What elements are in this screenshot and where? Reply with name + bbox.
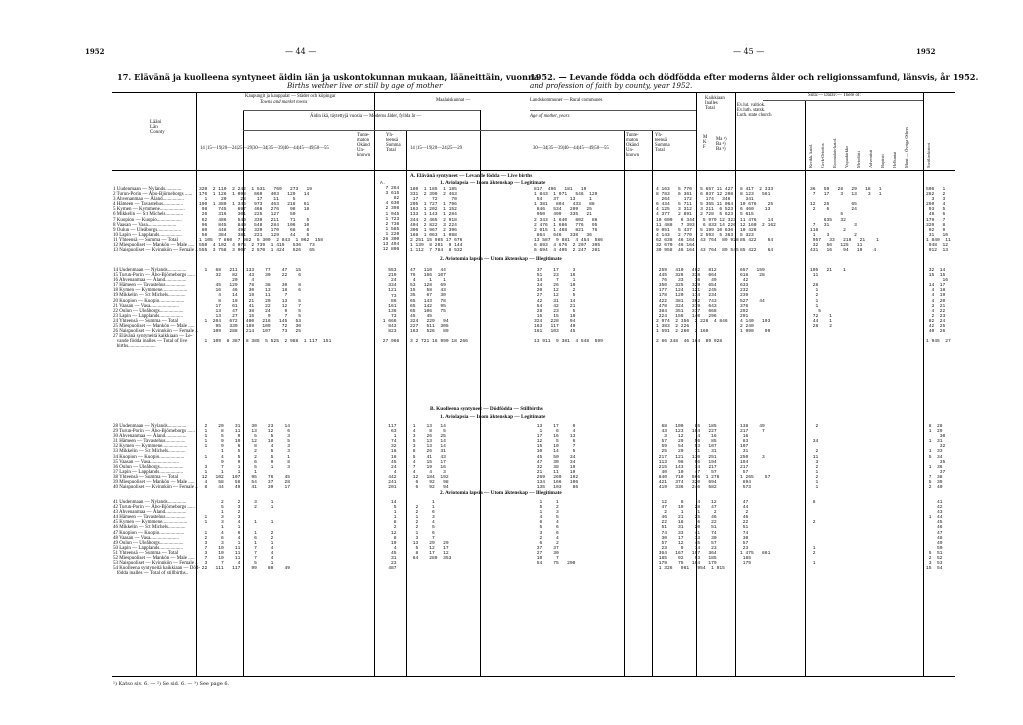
state-church-block-3: 138 49 217 7 16 83 107 31 250 3 194 217 57 1 265 57 694 573 — [740, 424, 771, 491]
towns-totals-3: 117 63 1 74 32 16 18 45 24 4 442 241 201 — [388, 424, 397, 491]
rural-block-3: 1 13 14 4 8 5 3 26 25 5 13 14 3 13 14 8 26 31 5 41 43 4 15 17 7 19 16 4 4 3 12 184 192 6 92 98 6 92 94 — [412, 424, 449, 491]
header-age-groups-rural: 14 |15—19|20—24|25—29 — [410, 146, 463, 151]
towns-block-4: 2 2 3 1 5 3 2 1 1 2 1 3 3 1 3 4 1 1 1 1 1 4 6 1 2 2 6 4 6 2 3 3 1 1 1 7 10 11 7 4 3 10 11 7 4 7 10 11 7 4 3 7 4 5 1 22 111 117 99 80 49 — [201, 500, 290, 572]
towns-block-3: 2 20 31 30 23 14 1 8 11 13 12 6 1 5 9 5 5 3 1 9 10 12 10 5 1 9 6 8 4 3 1 5 2 5 3 1 4 5 2 5 1 9 9 6 9 8 3 7 1 5 1 3 1 1 1 1 12 102 107 95 76 45 4 58 58 54 37 28 8 44 49 41 39 17 — [201, 424, 290, 491]
header-towns-en: Towns and market towns — [260, 100, 308, 105]
header-age-en: Age of mother, years — [530, 114, 570, 119]
state-church-block-2: 657 159 618 28 42 633 232 239 527 44 376 292 291 4 140 193 2 240 1 990 99 — [740, 268, 771, 335]
header-sex: M K F — [703, 135, 708, 150]
all-areas-block-1: 4 163 5 770 5 657 11 427 8 783 6 361 6 037 12 208 264 172 174 346 6 434 5 711 5 355 11 064 4 125 3 312 3 211 6 523 4 377 2 891 2 728 5 623 10 600 6 344 5 979 12 323 11 488 7 393 6 833 14 226 9 051 5 437 5 199 10 636 4 143 2 770 2 593 5 363 62 638 46 164 43 764 89 928 32 670 46 164 30 958 46 164 43 764 89 545 — [656, 187, 739, 254]
section-a-heading: A. Elävänä syntyneet — Levande födda — Live births — [410, 173, 533, 179]
divider — [480, 110, 481, 676]
header-religion-1: Kreikk. katol. — [808, 143, 813, 168]
rural-block-2: 47 110 44 76 166 107 4 1 1 53 128 69 15 58 43 35 67 30 65 143 78 65 142 95 65 106 75 45 45 324 229 94 227 511 305 163 526 89 3 2 721 16 990 18 266 — [410, 268, 468, 345]
section-b1-heading: 1. Aviolapsia — Inom äktenskap — Legitimate — [440, 414, 546, 420]
header-religion-5: Metodisti — [856, 151, 861, 168]
header-rural-sv: Landskommuner — Rural communes — [530, 98, 603, 103]
towns-totals-1: A. 7 264 3 615 82 4 630 2 398 1 045 1 723 2 738 1 585 1 220 26 300 13 494 12 806 — [380, 181, 400, 253]
section-a2-heading: 2. Aviotomia lapsia — Utom äktenskap — Illegitimate — [440, 256, 562, 262]
header-religion-9: Muut — Övriga Others — [904, 126, 909, 168]
subheader-rule — [243, 130, 696, 131]
rural-block-4: 1 2 1 2 6 1 3 2 4 2 5 1 6 3 7 13 29 29 5 12 17 8 17 12 64 289 353 — [412, 500, 452, 562]
header-age: Äidin ikä, täytettyjä vuosia — Moderns ålder, fyllda år — — [310, 114, 422, 119]
table-header-rule — [112, 170, 955, 171]
religion-block-4: 8 2 1 2 1 — [812, 500, 816, 567]
state-church-block-1: 8 417 2 333 8 123 561 341 10 676 25 6 460 13 5 615 11 476 14 12 160 2 162 10 426 5 323 85 422 64 85 422 64 — [740, 187, 776, 254]
divider — [735, 92, 736, 676]
header-religion-8: Helluntai — [892, 151, 897, 168]
header-all-areas: Kaikkiaan Inalles Total — [705, 96, 725, 111]
civil-register-block-2: 32 14 15 15 16 14 17 4 18 4 19 4 20 3 21 4 22 2 23 82 24 42 25 40 26 1 945 27 — [926, 268, 951, 345]
towns-totals-2: 553 219 24 334 121 73 86 161 136 73 1 666 843 823 27 966 — [382, 268, 400, 345]
table-bottom-rule — [112, 676, 955, 677]
header-religion-2: Grek-Ortodox — [820, 143, 825, 168]
header-notes: Ma ¹) Ba ²) Ba ³) — [716, 137, 727, 152]
towns-totals-4: 14 5 1 1 8 2 12 8 19 4 45 31 23 487 — [388, 500, 397, 572]
header-unknown: Tunte- maton Okänd Un- known — [357, 133, 371, 158]
table-subtitle-right: and profession of faith by county, year 1952. — [530, 81, 693, 90]
all-areas-block-2: 259 410 402 812 445 326 338 664 76 33 16 49 350 325 329 654 177 124 121 245 178 120 114 234 422 381 362 743 478 324 319 643 384 351 317 668 224 156 140 296 2 974 2 356 2 226 4 846 1 383 2 226 1 591 2 260 2 160 2 66 348 46 164 89 928 — [656, 268, 728, 345]
rural-block-1: 180 1 185 1 185 331 2 399 2 463 17 72 70 205 1 727 1 796 163 1 202 1 152 133 1 143 1 284 344 2 465 2 918 404 2 822 3 224 306 1 967 2 396 168 1 063 1 088 2 251 15 985 17 676 1 139 8 201 9 144 1 112 7 784 8 532 — [410, 187, 463, 254]
state-church-block-4: 47 44 2 46 22 51 74 30 57 23 1 475 861 185 179 — [740, 500, 771, 567]
subheader-rule — [763, 100, 923, 101]
row-labels-live-legitimate: 1 Uudenmaan — Nylands............. 2 Turun-Porin — Åbo-Björneborgs ...... 3 Ahvenanmaa — Åland................. 4 Hämeen — Tavastehus................ 5 Kymen — Kymmene.................... 6 Mikkelin — S:t Michels.............. 7 Kuopion — Kuopio.................... 8 Vaasan — Vasa....................... 9 Oulun — Uleåborgs................... 10 Lapin — Lapplands.................. 11 Yhteensä — Summa — Total 12 Miespuoliset — Mankön — Male ..... 13 Naispuoliset — Kvinnkön — Female .. — [113, 187, 198, 254]
header-religion-7: Baptisti — [880, 154, 885, 168]
row-labels-still-legitimate: 28 Uudenmaan — Nylands............... 29 Turun-Porin — Åbo-Björneborgs ...... 30 Ahvenanmaa — Åland................. 31 Hämeen — Tavastehus................ 32 Kymen — Kymmene.................... 33 Mikkelin — S:t Michels.............. 34 Kuopion — Kuopio.................... 35 Vaasan — Vasa....................... 36 Oulun — Uleåborgs................... 37 Lapin — Lapplands................... 38 Yhteensä — Summa — Total 39 Miespuoliset — Mankön — Male ..... 40 Naispuoliset — Kvinnkön — Female .. — [113, 424, 198, 491]
divider — [374, 92, 375, 676]
header-religion-6: Adventisti — [868, 149, 873, 168]
divider — [652, 130, 653, 676]
civil-register-block-4: 41 42 43 1 44 45 46 47 48 49 50 5 51 2 52 3 53 15 54 — [926, 500, 943, 572]
header-unknown-rural: Tunte- maton Okänd Un- known — [626, 133, 640, 158]
religion-block-3: 2 34 2 11 3 2 1 2 1 1 — [812, 424, 819, 491]
header-age-groups-towns: 14 |15—19|20—24|25—29|30—34|35—39|40—44|45—49|50—55 — [200, 146, 329, 151]
all-areas-block-4: 12 8 4 12 47 19 28 47 2 1 1 2 46 21 25 46 22 16 6 22 51 31 20 51 74 33 41 74 30 17 13 30 57 12 45 57 23 9 14 23 364 167 197 364 185 92 93 185 179 75 104 179 1 326 961 954 1 915 — [658, 500, 725, 572]
table-title-left: 17. Elävänä ja kuolleena syntyneet äidin iän ja uskontokunnan mukaan, lääneittäin, vuonna — [117, 72, 540, 82]
header-thereof: Siitä:— Därav:— There of: — [808, 93, 861, 98]
page-number-left: — 44 — — [285, 47, 317, 56]
rural-older-block-4: 1 1 5 2 1 3 4 5 6 4 5 6 3 6 2 4 6 2 37 37 27 30 10 7 54 75 200 — [536, 500, 576, 567]
towns-block-1: 320 2 110 2 242 1 531 769 273 19 176 1 126 1 098 669 403 129 14 1 20 28 17 11 5 190 1 380 1 345 973 463 218 61 98 745 697 466 276 98 18 26 316 301 225 127 50 62 486 549 339 211 71 5 96 845 849 548 284 106 10 80 448 492 320 170 68 6 56 384 381 221 129 44 5 1 105 7 860 7 982 5 309 2 843 1 062 158 550 4 102 4 075 2 739 1 419 536 73 555 3 758 3 907 2 570 1 424 526 65 — [199, 187, 324, 254]
subheader-rule — [530, 110, 696, 111]
religion-block-1: 36 59 28 29 18 1 7 17 3 13 3 1 12 25 65 2 6 24 5 635 32 7 31 3 116 2 1 3 2 957 33 219 21 1 32 56 125 11 431 16 94 10 4 — [810, 187, 882, 254]
subheader-rule — [243, 110, 480, 111]
divider — [196, 92, 197, 676]
header-rural-fi: Maalaiskunnat — — [436, 98, 471, 103]
page-number-right: — 45 — — [733, 47, 765, 56]
religion-block-2: 105 21 1 11 28 1 2 1 1 5 72 1 44 1 28 2 — [810, 268, 846, 330]
header-towns: Kaupungit ja kauppalat — Städer och köpingar — [245, 94, 336, 99]
civil-register-block-3: 8 28 1 29 30 1 31 32 1 33 5 34 35 1 36 37 7 38 5 39 2 40 — [928, 424, 946, 491]
section-a1-heading: 1. Aviolapsia — Inom äktenskap — Legitimate — [440, 180, 546, 186]
year-left: 1952 — [85, 47, 105, 56]
header-religion-10: Siviilirekisteri — [926, 142, 931, 168]
header-religion-3: Roomalais-katol. — [832, 137, 837, 168]
table-subtitle-left: Births wether live or still by age of mother — [287, 81, 443, 90]
divider — [923, 92, 924, 676]
table-title-right: 1952. — Levande födda och dödfödda efter moderns ålder och religionssamfund, länsvis, år 1952. — [530, 72, 979, 82]
header-total-rural: Yh- teensä Summa Total — [655, 133, 670, 153]
section-b2-heading: 2. Aviotomia lapsia — Utom äktenskap — Illegitimate — [440, 490, 562, 496]
towns-block-2: 1 68 211 133 77 47 15 32 82 43 30 22 6 20 4 45 129 78 38 30 8 16 46 30 13 18 6 4 14 19 11 7 8 19 21 20 13 5 17 61 41 22 12 7 13 47 38 24 9 5 13 27 15 9 7 5 1 204 672 400 216 145 53 95 339 189 109 72 30 109 288 214 107 73 25 1 109 8 387 8 385 5 525 2 988 1 117 151 — [204, 268, 332, 345]
header-age-groups-rural-2: 30—34|35—39|40—44|45—49|50—55 — [533, 146, 609, 151]
divider — [805, 100, 806, 676]
header-religion-4: Vapaakirkko — [844, 145, 849, 168]
header-state-church: Ev.lut. valtiok. Ev.luth. statsk. Luth. state church — [737, 103, 772, 118]
footnote: ¹) Katso siv. 6. — ²) Se sid. 6. — ³) See page 6. — [113, 681, 230, 687]
header-county: Lääni Län County — [150, 120, 165, 136]
rural-older-block-3: 13 17 9 1 6 4 17 16 13 12 5 6 15 10 7 10 14 5 45 50 34 47 30 34 32 38 19 21 11 19 269 269 192 134 166 106 135 103 86 — [536, 424, 579, 491]
divider — [624, 130, 625, 676]
row-labels-still-illegitimate: 41 Uudenmaan — Nylands............... 42 Turun-Porin — Åbo-Björneborgs ...... 43 Ahvenanmaa — Åland................. 44 Hämeen — Tavastehus................ 45 Kymen — Kymmene.................... 46 Mikkelin — S:t Michels.............. 47 Kuopion — Kuopio.................... 48 Vaasan — Vasa....................... 49 Oulun — Uleåborgs................... 50 Lapin — Lapplands................... 51 Yhteensä — Summa — Total 52 Miespuoliset — Mankön — Male ..... 53 Naispuoliset — Kvinnkön — Female .. 54 Kuolleena syntyneitä kaikkiaan — Död- födda inalles — Total of stillbirths.. — [113, 500, 201, 577]
divider — [696, 92, 697, 676]
year-right: 1952 — [916, 47, 936, 56]
divider — [406, 130, 407, 676]
header-total: Yh- teensä Summa Total — [386, 133, 401, 153]
rural-older-block-2: 37 17 3 51 23 16 14 7 1 34 26 10 20 12 2 27 12 5 42 31 14 54 42 21 28 23 5 15 15 10 324 228 94 163 117 49 161 103 45 13 911 9 381 4 548 599 — [534, 268, 603, 345]
all-areas-block-3: 68 100 85 185 43 123 104 227 3 12 4 16 57 29 56 85 59 54 53 107 25 20 11 31 217 121 130 251 113 98 96 194 215 143 74 217 40 10 47 57 840 710 566 1 276 421 374 320 694 419 336 246 582 — [658, 424, 720, 491]
rural-older-block-1: 817 496 181 19 1 843 1 071 546 129 54 37 13 1 1 381 804 433 88 846 534 209 25 950 499 335 21 2 343 1 640 802 86 2 476 1 686 776 95 2 015 1 468 821 76 864 646 338 36 13 587 9 881 4 454 586 6 893 4 676 2 207 305 6 694 4 405 2 247 281 — [534, 187, 603, 254]
civil-register-block-1: 506 1 262 2 3 3 260 4 93 5 48 6 179 7 320 8 92 9 31 10 1 840 11 948 12 912 13 — [926, 187, 951, 254]
section-b-heading: B. Kuolleena syntyneet — Dödfödda — Stillbirths — [430, 406, 543, 412]
row-labels-live-illegitimate: 14 Uudenmaan — Nylands............... 15 Turun-Porin — Åbo-Björneborgs ...... 16 Ahvenanmaa — Åland................. 17 Hämeen — Tavastehus................ 18 Kymen — Kymmene.................... 19 Mikkelin — S:t Michels.............. 20 Kuopion — Kuopio.................... 21 Vaasan — Vasa....................... 22 Oulun — Uleåborgs................... 23 Lapin — Lapplands................... 24 Yhteensä — Summa — Total 25 Miespuoliset — Mankön — Male ..... 26 Naispuoliset — Kvinnkön — Female .. 27 Elävänä syntyneitä kaikkiaan — Le- vande födda inalles — Total of live births...................... — [113, 268, 198, 350]
